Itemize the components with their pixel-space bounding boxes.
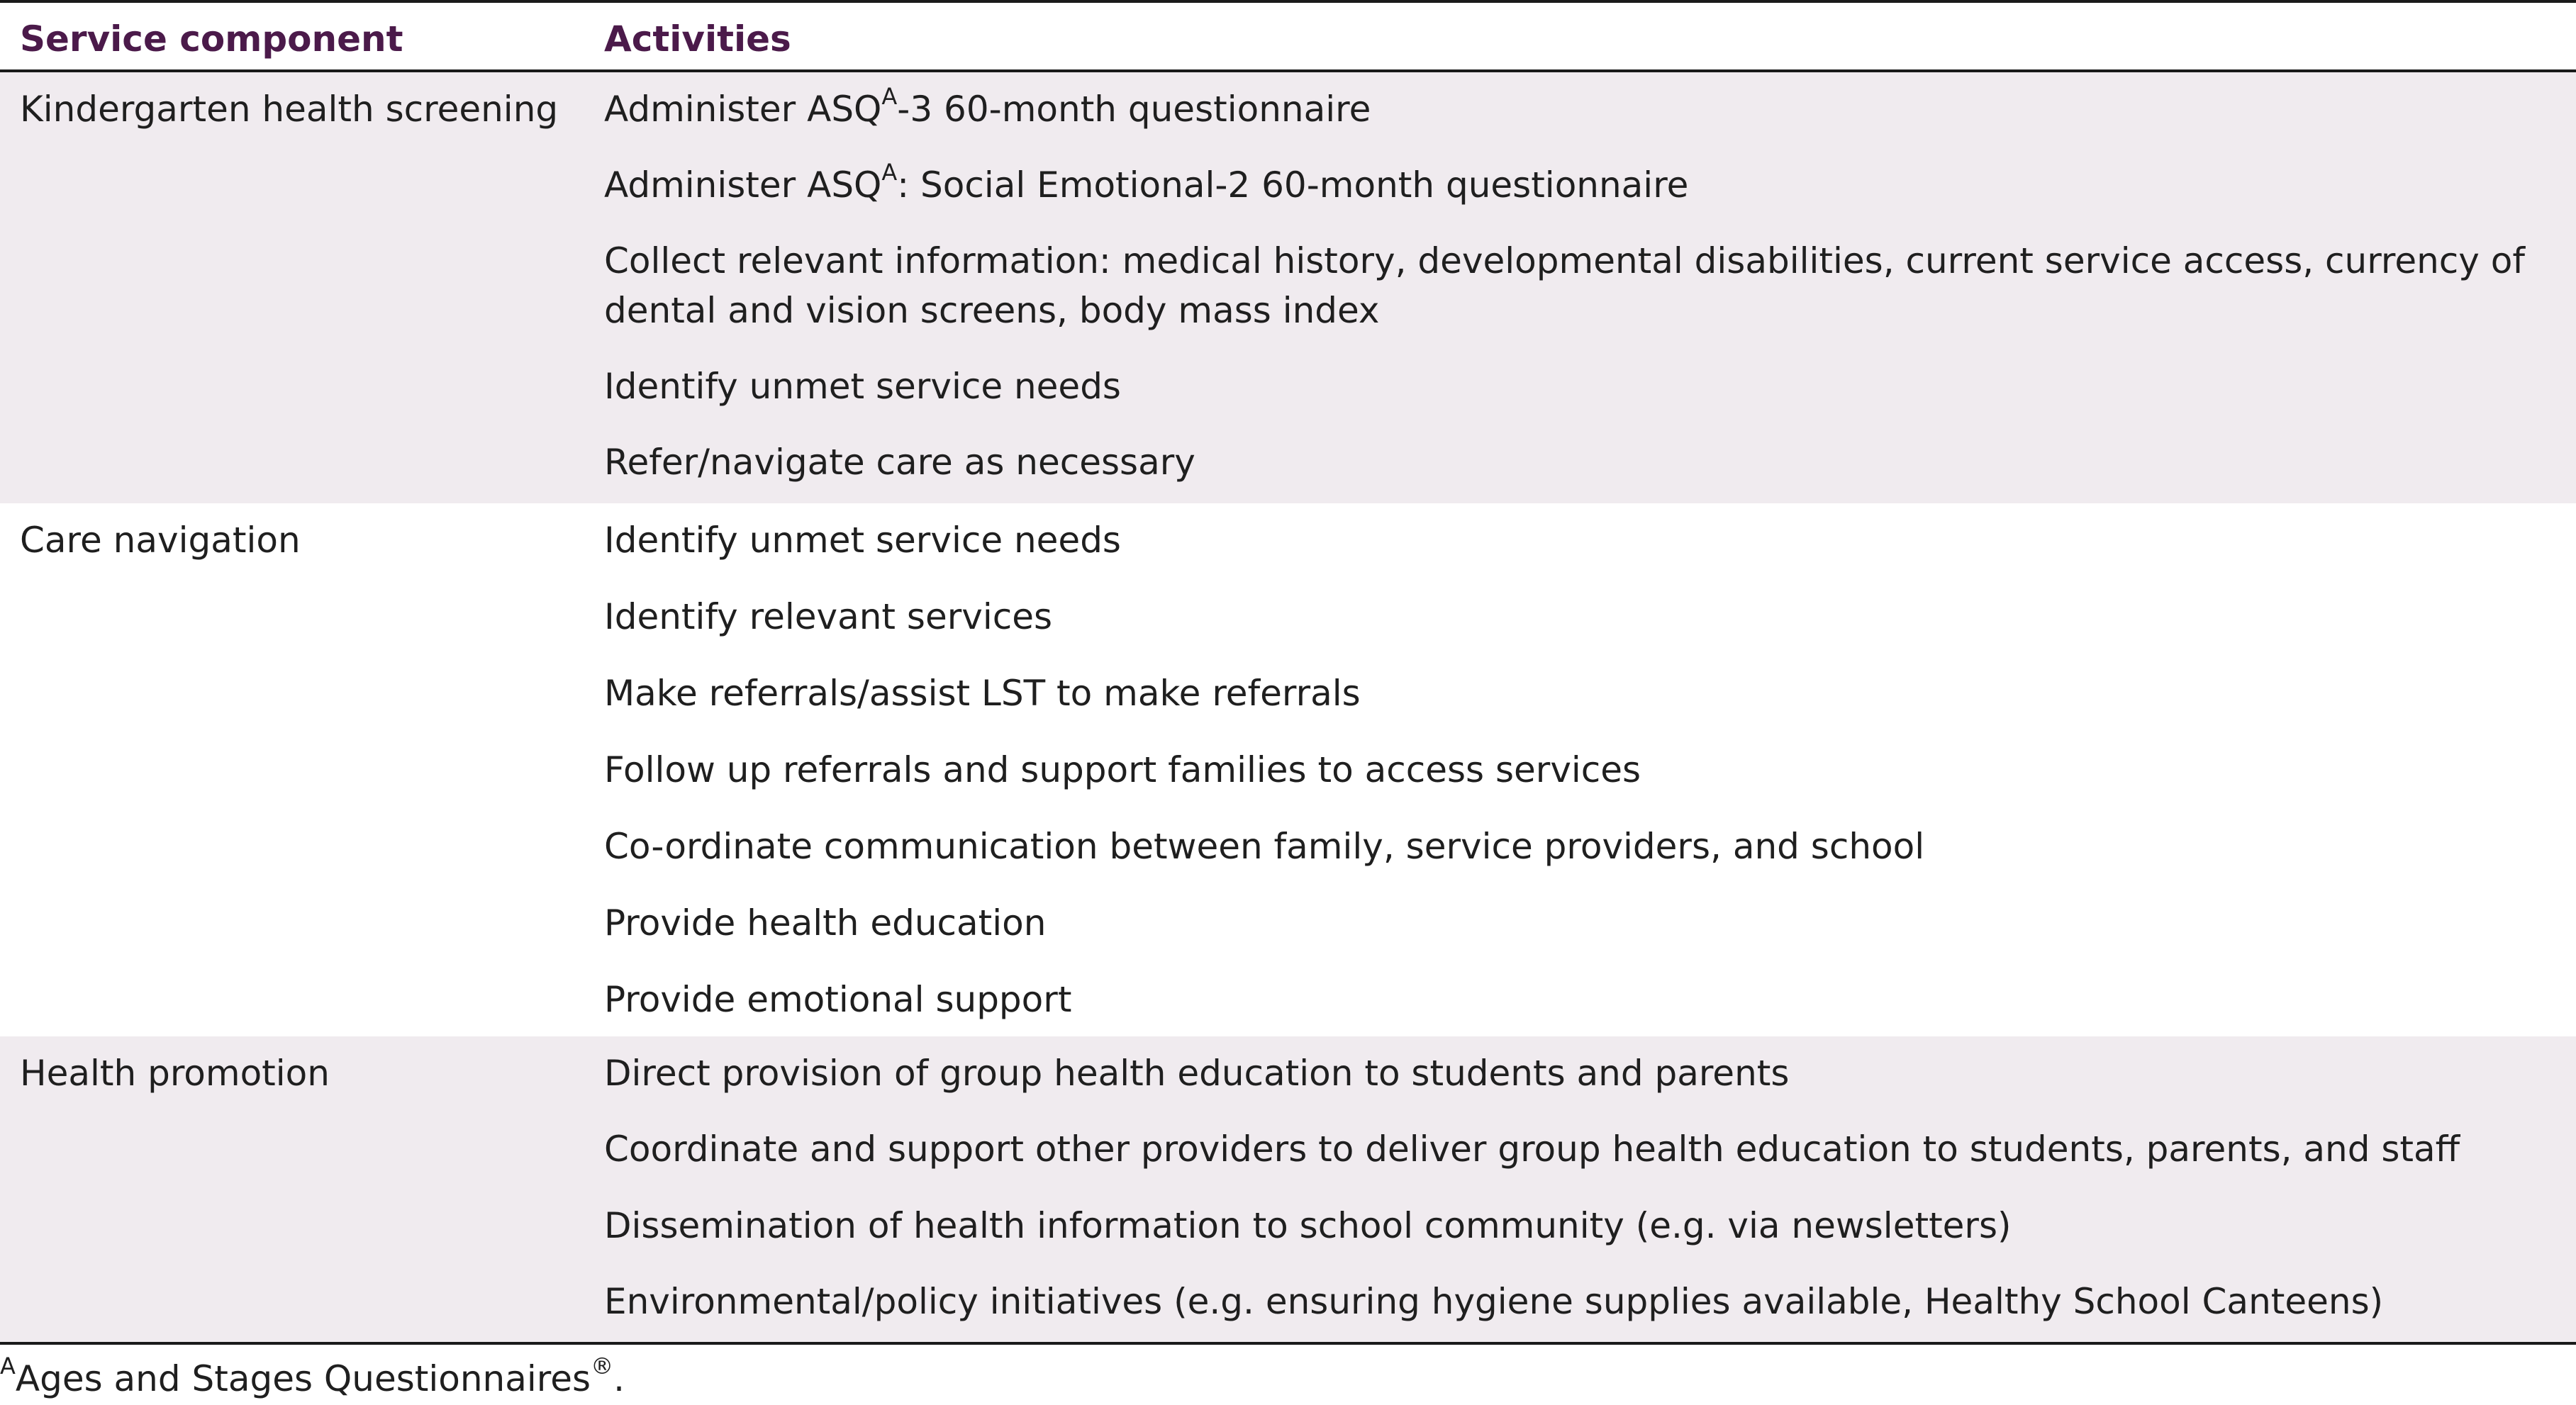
activity-item: Provide emotional support (604, 979, 1072, 1020)
activity-item: Identify unmet service needs (604, 520, 1121, 561)
activity-item: Co-ordinate communication between family, service providers, and school (604, 826, 1925, 867)
table-bottom-rule (0, 1342, 2576, 1345)
table-row-group (0, 503, 2576, 1036)
table-footnote: $^A$Ages and Stages Questionnaires®. (0, 1353, 625, 1399)
activity-item: Dissemination of health information to school community (e.g. via newsletters) (604, 1205, 2012, 1246)
activity-item: Environmental/policy initiatives (e.g. ensuring hygiene supplies available, Healthy School Canteens) (604, 1281, 2384, 1322)
table-header-row (0, 3, 2576, 69)
service-component-cell: Kindergarten health screening (20, 89, 559, 130)
header-activities: Activities (604, 18, 791, 60)
activity-item: Refer/navigate care as necessary (604, 442, 1195, 483)
activity-item: Provide health education (604, 902, 1047, 944)
activity-item: Make referrals/assist LST to make referrals (604, 673, 1361, 714)
activity-item: Collect relevant information: medical history, developmental disabilities, current service access, currency of dental and vision screens, body mass index (604, 240, 2525, 331)
activity-item: Identify unmet service needs (604, 366, 1121, 407)
table-row-group (0, 1036, 2576, 1342)
table-row-group (0, 72, 2576, 503)
activity-item: Direct provision of group health education to students and parents (604, 1053, 1790, 1094)
header-service-component: Service component (20, 18, 403, 60)
activity-item: Coordinate and support other providers to deliver group health education to students, parents, and staff (604, 1129, 2460, 1170)
service-component-cell: Health promotion (20, 1053, 330, 1094)
activity-item: Follow up referrals and support families to access services (604, 749, 1641, 790)
service-component-cell: Care navigation (20, 520, 301, 561)
activity-item: Administer $ASQ^A-3$ 60-month questionnaire (604, 83, 1371, 130)
activity-item: Administer $ASQ^A$: Social Emotional-2 60-month questionnaire (604, 159, 1689, 206)
activity-item: Identify relevant services (604, 596, 1053, 637)
